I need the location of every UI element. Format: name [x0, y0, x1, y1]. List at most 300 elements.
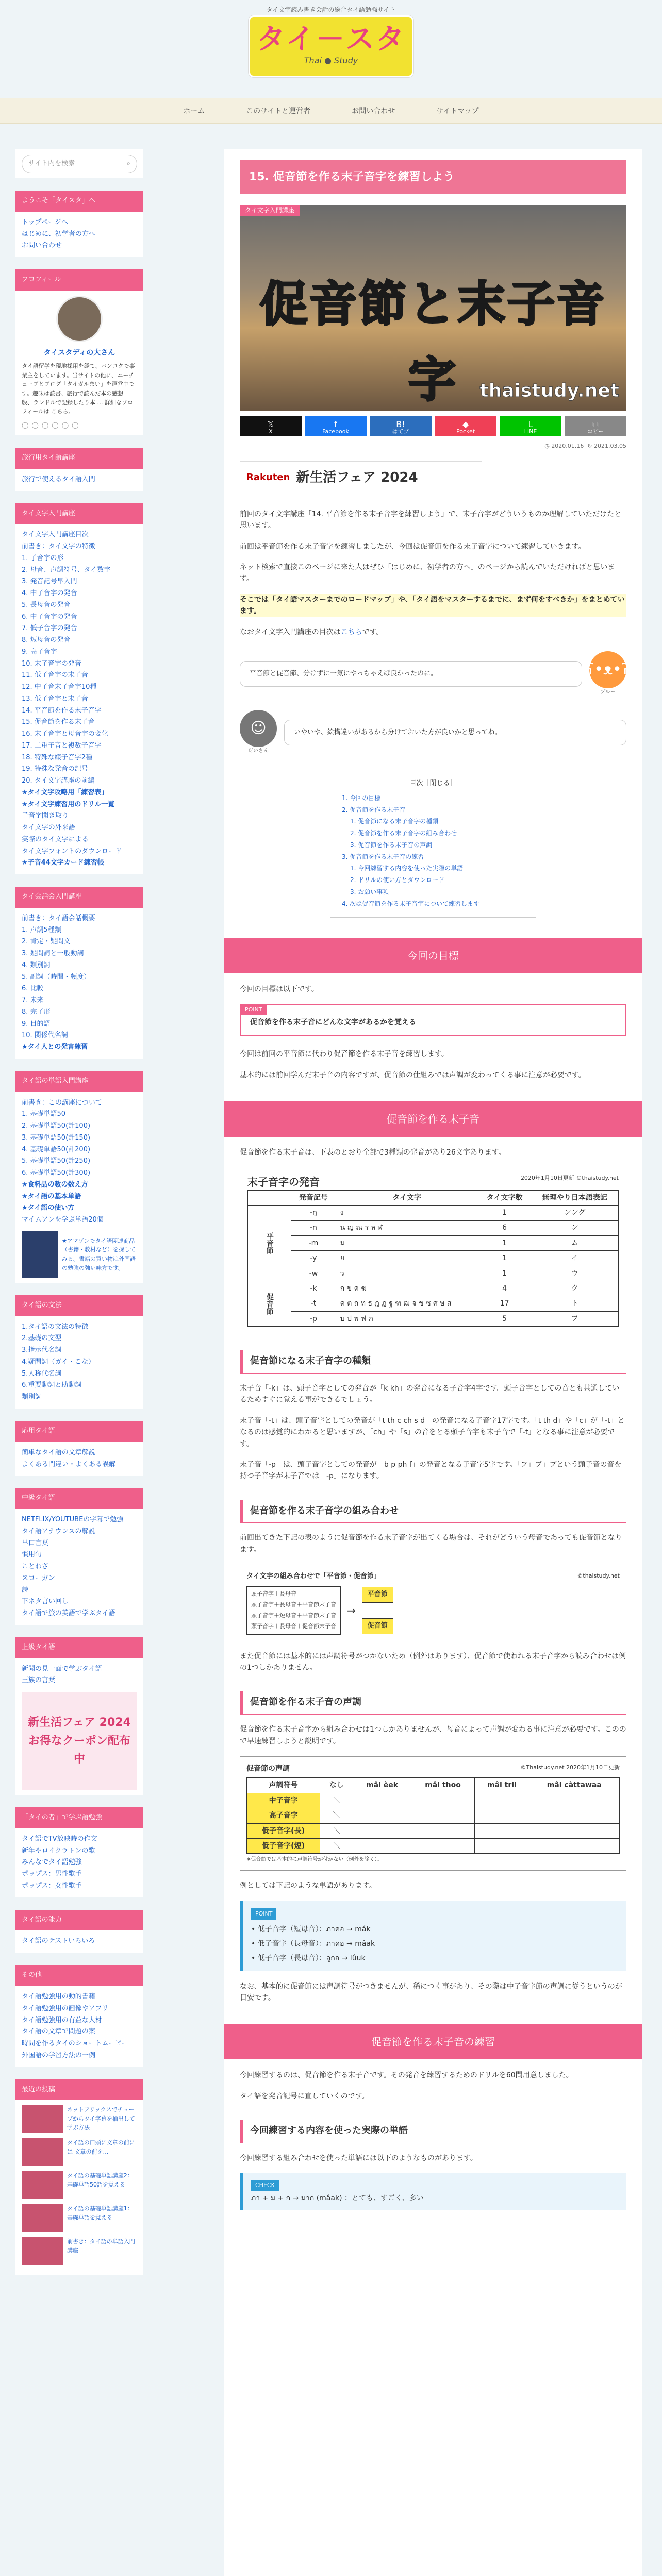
sidebar-link[interactable]: 早口言葉 [22, 1539, 49, 1547]
goal-point: 促音節を作る末子音にどんな文字があるかを覚える [250, 1018, 416, 1027]
consonant-table [247, 1190, 619, 1327]
category-label[interactable]: タイ文字入門講座 [240, 205, 300, 216]
mid-list [22, 1514, 137, 1620]
share-buttons [240, 416, 626, 436]
combo-right [362, 1587, 393, 1634]
applied-list [22, 1447, 137, 1471]
table-row [248, 1281, 619, 1296]
sidebar-link[interactable]: 4. 類別詞 [22, 961, 51, 969]
sidebar-link[interactable]: タイ語の文章で問題の案 [22, 2028, 95, 2036]
sidebar-link[interactable]: 時間を作るタイのショートムービー [22, 2040, 128, 2047]
tone-header-cell: mâi càttawaa [529, 1778, 619, 1793]
intro-5-text: なおタイ文字入門講座の目次は [240, 628, 341, 636]
table-cell: 1 [478, 1251, 531, 1266]
post-thumbnail [22, 2237, 63, 2265]
test-heading: タイ語の能力 [15, 1910, 143, 1931]
mid-heading: 中級タイ語 [15, 1488, 143, 1509]
profile-name[interactable]: タイスタディの大さん [43, 348, 115, 357]
toc-item[interactable]: 1. 今回の目標 [342, 794, 381, 802]
conv-list [22, 913, 137, 1054]
nav-contact[interactable]: お問い合わせ [352, 107, 395, 115]
sidebar-link[interactable]: よくある間違い・よくある誤解 [22, 1460, 116, 1468]
sidebar-link[interactable]: タイ語でTV放映時の作文 [22, 1835, 97, 1843]
arrow-icon: → [347, 1604, 356, 1617]
welcome-widget [15, 191, 143, 257]
sidebar-link[interactable]: 8. 完了形 [22, 1008, 51, 1016]
sidebar-link[interactable]: 7. 未来 [22, 996, 44, 1005]
test-widget [15, 1910, 143, 1953]
combo-stop: 促音節 [362, 1618, 393, 1634]
table-row [248, 1221, 619, 1235]
sidebar-link[interactable]: みんなでタイ語勉強 [22, 1858, 82, 1867]
clock-icon: ◷ [544, 443, 552, 450]
table-header-cell: 無理やり日本語表記 [531, 1190, 619, 1205]
search-placeholder: サイト内を検索 [28, 159, 75, 167]
table1-title: 末子音字の発音 [247, 1175, 320, 1188]
sub3-p2: なお、基本的に促音節には声調符号がつきませんが、稀につく事があり、その際は中子音字節の声調に従うというのが目安です。 [240, 1982, 622, 2003]
sidebar-link[interactable]: 2. 基礎単語50(計100) [22, 1122, 91, 1130]
sidebar-link[interactable]: 1. 基礎単語50 [22, 1110, 66, 1118]
sidebar-link[interactable]: ★子音44文字カード練習帳 [22, 859, 104, 867]
grammar-heading: タイ語の文法 [15, 1295, 143, 1316]
sec3-text: 今回練習するのは、促音節を作る末子音です。その発音を練習するためのドリルを60問用意しました。 [240, 2071, 573, 2080]
site-logo[interactable] [249, 15, 413, 77]
sub1-p3: 末子音「-p」は、頭子音字としての発音が「b p ph f」の発音となる子音字5字です。「フ」プ」ブという頭子音の音を持つ子音字が末子音では「-p」になります。 [240, 1460, 622, 1481]
table-cell: -w [291, 1266, 336, 1281]
sidebar-link[interactable]: タイ語勉強用の動的書籍 [22, 1993, 95, 2001]
tone-row [247, 1823, 620, 1838]
applied-heading: 応用タイ語 [15, 1421, 143, 1442]
sidebar-link[interactable]: 4. 中子音字の発音 [22, 589, 77, 598]
sidebar-link[interactable]: タイ語勉強用の有益な人材 [22, 2016, 102, 2024]
bubble-text: いやいや、絵構違いがあるから分けておいた方が良いかと思ってね。 [284, 720, 626, 746]
bubble-text: 平音節と促音節、分けずに一気にやっちゃえば良かったのに。 [240, 661, 582, 687]
toc-item[interactable]: 1. 促音節になる末子音字の種類 [350, 818, 439, 825]
refresh-icon: ↻ [587, 443, 594, 450]
table-row [248, 1251, 619, 1266]
sidebar-link[interactable]: ★タイ文字練習用のドリル一覧 [22, 800, 115, 808]
recent-list [22, 2105, 137, 2265]
table-cell: -t [291, 1296, 336, 1311]
sidebar-link[interactable]: ★タイ語の使い方 [22, 1204, 75, 1212]
sidebar-link[interactable]: ★タイ文字攻略用「練習表」 [22, 788, 108, 796]
tone-cell [475, 1838, 529, 1853]
toc-title[interactable]: 目次［閉じる］ [409, 779, 457, 787]
profile-heading: プロフィール [15, 269, 143, 291]
sidebar-link[interactable]: 下ネタ言い回し [22, 1598, 69, 1606]
read-widget [15, 503, 143, 875]
tone-cell [411, 1808, 474, 1823]
share-はてブ-button[interactable]: B! はてブ [370, 416, 432, 436]
sidebar-link[interactable]: 王族の言葉 [22, 1676, 56, 1685]
post-dates [240, 442, 626, 451]
sub2-text: 前回出てきた下記の表のように促音節を作る末子音字が出てくる場合は、それがどういう母音であっても促音節となります。 [240, 1534, 622, 1554]
adv-list [22, 1664, 137, 1687]
fair-text: 新生活フェア 2024 お得なクーポン配布中 [28, 1716, 131, 1766]
sidebar-link[interactable]: 6. 中子音字の発音 [22, 613, 77, 621]
tone-table-image [240, 1756, 626, 1871]
ad-brand: Rakuten [246, 472, 290, 483]
blue-name: ブルー [600, 689, 616, 695]
sidebar-link[interactable]: 新聞の見一面で学ぶタイ語 [22, 1665, 102, 1673]
sidebar-link[interactable]: 6. 基礎単語50(計300) [22, 1169, 91, 1177]
search-icon[interactable]: ⌕ [126, 159, 130, 167]
sidebar-link[interactable]: 3.指示代名詞 [22, 1346, 62, 1354]
article-title: 15. 促音節を作る末子音字を練習しよう [240, 160, 626, 194]
tone-header-cell: なし [320, 1778, 353, 1793]
sidebar-link[interactable]: 類別詞 [22, 1393, 42, 1401]
sidebar-link[interactable]: 18. 特殊な綴子音字2種 [22, 753, 93, 761]
table-header-cell: 発音記号 [291, 1190, 336, 1205]
table-cell: -p [291, 1311, 336, 1326]
heading-sub3: 促音節を作る末子音の声調 [240, 1691, 626, 1715]
article [224, 149, 642, 2576]
table-cell: -n [291, 1221, 336, 1235]
sidebar-link[interactable]: 実際のタイ文字による [22, 835, 89, 843]
sidebar-link[interactable]: トップページへ [22, 218, 68, 226]
toc-item[interactable]: 2. ドリルの使い方とダウンロード [350, 876, 445, 884]
sidebar-link[interactable]: 5. 基礎単語50(計250) [22, 1157, 91, 1165]
sidebar-link[interactable]: 14. 平音節を作る末子音字 [22, 706, 102, 715]
read-list [22, 529, 137, 869]
sidebar-link[interactable]: 19. 特殊な発音の記号 [22, 765, 88, 773]
bear-avatar: ʕ•ᴥ•ʔ [589, 651, 626, 688]
combination-image [240, 1565, 626, 1641]
rakuten-ad[interactable] [240, 461, 482, 495]
combo-flat: 平音節 [362, 1587, 393, 1603]
sidebar-link[interactable]: 3. 基礎単語50(計150) [22, 1133, 91, 1142]
tone-table [246, 1777, 620, 1854]
sidebar-link[interactable]: 5. 副詞（時間・頻度） [22, 973, 91, 981]
intro-2: 前回は平音節を作る末子音字を練習しましたが、今回は促音節を作る末子音字について練習していきます。 [240, 542, 586, 551]
heading-sec3: 促音節を作る末子音の練習 [224, 2024, 642, 2059]
sidebar-link[interactable]: 10. 末子音字の発音 [22, 659, 81, 668]
applied-widget [15, 1421, 143, 1476]
sidebar-link[interactable]: 9. 目的語 [22, 1020, 51, 1028]
share-line-button[interactable]: L LINE [500, 416, 561, 436]
nav-home[interactable]: ホーム [183, 107, 205, 115]
share-コピー-button[interactable]: ⧉ コピー [565, 416, 626, 436]
adv-heading: 上級タイ語 [15, 1637, 143, 1658]
table-row [248, 1206, 619, 1221]
tone-cell [529, 1823, 619, 1838]
other-heading: その他 [15, 1965, 143, 1986]
intro-4: そこでは「タイ語マスターまでのロードマップ」や、「タイ語をマスターするまでに、まず何をすべきか」をまとめています。 [240, 594, 626, 617]
recent-post[interactable] [22, 2204, 137, 2232]
sidebar-link[interactable]: 6. 比較 [22, 985, 44, 993]
sidebar-link[interactable]: 4.疑問詞（ガイ・こな） [22, 1358, 95, 1366]
nav-sitemap[interactable]: サイトマップ [436, 107, 479, 115]
tone-header-cell: mâi èek [353, 1778, 411, 1793]
sidebar-link[interactable]: 簡単なタイ語の文章解説 [22, 1448, 95, 1456]
table-cell: ンング [531, 1206, 619, 1221]
check-label: CHECK [251, 2180, 279, 2191]
toc-link[interactable]: こちら [340, 628, 362, 636]
example-box [240, 1901, 626, 1971]
combo-left [246, 1586, 341, 1635]
welcome-list [22, 217, 137, 252]
table-cell: 6 [478, 1221, 531, 1235]
post-thumbnail [22, 2138, 63, 2166]
example-item: • 低子音字（長母音）：ลูกอ → lûuk [251, 1954, 366, 1962]
nav-about[interactable]: このサイトと運営者 [246, 107, 311, 115]
tone-cell: ＼ [320, 1808, 353, 1823]
ex-text: 例としては下記のような単語があります。 [240, 1882, 376, 1890]
example-list [251, 1922, 618, 1965]
combo-item: 頭子音字＋長母音 [251, 1590, 296, 1598]
sidebar-link[interactable]: 2. 母音、声調符号、タイ数字 [22, 566, 111, 574]
sidebar-link[interactable]: 旅行で使えるタイ語入門 [22, 475, 95, 483]
tone-row-label: 高子音字 [247, 1808, 320, 1823]
eyecatch-wrap [240, 205, 626, 411]
table-cell: ウ [531, 1266, 619, 1281]
sidebar-link[interactable]: 5. 長母音の発音 [22, 601, 71, 609]
group-cell: 促音節 [248, 1281, 291, 1326]
mid-widget [15, 1488, 143, 1625]
share-x-button[interactable]: 𝕏 X [240, 416, 302, 436]
sub3-text: 促音節を作る末子音字から組み合わせは1つしかありませんが、母音によって声調が変わる事に注意が必要です。このので早速練習しようと説明です。 [240, 1725, 626, 1745]
table-cell: ม [336, 1235, 478, 1250]
sidebar-link[interactable]: タイ語アナウンスの解説 [22, 1527, 95, 1535]
amazon-banner[interactable] [22, 1231, 137, 1278]
eyecatch-image [240, 205, 626, 411]
table-cell: 5 [478, 1311, 531, 1326]
intro-5 [240, 626, 626, 638]
group-cell: 平音節 [248, 1206, 291, 1281]
recent-post[interactable] [22, 2171, 137, 2199]
sidebar-link[interactable]: タイ語で旅の英語で学ぶタイ語 [22, 1609, 115, 1618]
sidebar-link[interactable]: 9. 高子音字 [22, 648, 57, 656]
sidebar-link[interactable]: タイ語のテストいろいろ [22, 1937, 95, 1945]
profile-social-icons[interactable]: ◯◯◯◯◯◯ [22, 421, 82, 429]
amazon-note: ★アマゾンでタイ語関連商品（書籍・教材など）を探してみる。書籍の買い物は外国語の勉強の強い味方です。 [62, 1237, 136, 1272]
tone-cell [475, 1808, 529, 1823]
table-row [248, 1235, 619, 1250]
sidebar-link[interactable]: 子音字聞き取り [22, 812, 69, 820]
recent-post[interactable] [22, 2237, 137, 2265]
sidebar-link[interactable]: 慣用句 [22, 1551, 42, 1559]
table-cell: ン [531, 1221, 619, 1235]
sidebar-link[interactable]: マイムアンを学ぶ単語20個 [22, 1216, 104, 1224]
read-heading: タイ文字入門講座 [15, 503, 143, 524]
tone-cell [529, 1808, 619, 1823]
combo-site: ©thaistudy.net [577, 1572, 620, 1580]
post-title: ネットフリックスでチューブからタイ字幕を抽出して学ぶ方法 [67, 2106, 135, 2131]
table-cell: -m [291, 1235, 336, 1250]
conv-widget [15, 887, 143, 1059]
fair-banner[interactable] [22, 1692, 137, 1790]
blue-avatar-wrap [586, 651, 630, 697]
tone-cell [353, 1838, 411, 1853]
table-cell: -k [291, 1281, 336, 1296]
heading-sub4: 今回練習する内容を使った実際の単語 [240, 2120, 626, 2143]
sidebar-link[interactable]: 新年やロイクラトンの歌 [22, 1846, 95, 1855]
toc-item[interactable]: 3. お願い事項 [350, 888, 389, 896]
example-label: POINT [251, 1908, 276, 1920]
tone-header [246, 1763, 620, 1774]
sidebar-link[interactable]: 12. 中子音末子音字10種 [22, 683, 97, 691]
heading-sec2: 促音節を作る末子音 [224, 1101, 642, 1137]
eyecatch-text: 促音節と末子音字 [259, 277, 606, 408]
sidebar-link[interactable]: スローガン [22, 1574, 55, 1582]
sidebar-link[interactable]: 16. 末子音字と母音字の変化 [22, 730, 108, 738]
sidebar-link[interactable]: 前書き：タイ語会話概要 [22, 914, 95, 922]
example-item: • 低子音字（短母音）：ภาคอ → mák [251, 1925, 371, 1934]
sidebar-link[interactable]: 前書き：タイ文字の特徴 [22, 543, 95, 551]
table-cell: ト [531, 1296, 619, 1311]
intro-1: 前回のタイ文字講座「14. 平音節を作る末子音字を練習しよう」で、末子音字がどういうものか理解していただけたと思います。 [240, 510, 622, 530]
table-row [248, 1266, 619, 1281]
sidebar-link[interactable]: 前書き：この講座について [22, 1098, 102, 1107]
sidebar-link[interactable]: 11. 低子音字の末子音 [22, 671, 88, 680]
share-pocket-button[interactable]: ◆ Pocket [435, 416, 496, 436]
sidebar-link[interactable]: 1.タイ語の文法の特徴 [22, 1323, 89, 1331]
sidebar-link[interactable]: ことわざ [22, 1563, 49, 1571]
sidebar-link[interactable]: 6.重要動詞と助動詞 [22, 1381, 82, 1389]
sidebar-link[interactable]: ★食料品の数の数え方 [22, 1180, 88, 1189]
table-of-contents [330, 771, 536, 918]
combo-item: 頭子音字＋長母音＋平音節末子音 [251, 1601, 336, 1608]
site-tagline: タイ文字読み書き会話の総合タイ語勉強サイト [266, 6, 396, 13]
tone-title: 促音節の声調 [246, 1764, 290, 1773]
tone-cell: ＼ [320, 1823, 353, 1838]
goal-p2: 基本的には前回学んだ末子音の内容ですが、促音節の仕組みでは声調が変わってくる事に注意が必要です。 [240, 1071, 586, 1079]
tone-row-label: 低子音字(長) [247, 1823, 320, 1838]
post-title: 前書き：タイ語の単語入門講座 [67, 2238, 135, 2254]
sec2-text: 促音節を作る末子音は、下表のとおり全部で3種類の発音があり26文字あります。 [240, 1148, 506, 1157]
logo-title: タイ－スタ [256, 23, 406, 57]
word-heading: タイ語の単語入門講座 [15, 1071, 143, 1092]
recent-post[interactable] [22, 2138, 137, 2166]
sidebar [15, 149, 143, 2287]
toc-item[interactable]: 2. 促音節を作る末子音 [342, 806, 406, 814]
sidebar-link[interactable]: 3. 疑問詞と一般動詞 [22, 950, 84, 958]
toc-item[interactable]: 3. 促音節を作る末子音の練習 [342, 853, 424, 860]
tone-cell [475, 1793, 529, 1808]
toc-item[interactable]: 4. 次は促音節を作る末子音字について練習します [342, 900, 480, 907]
profile-widget [15, 269, 143, 435]
recent-post[interactable] [22, 2105, 137, 2133]
heading-sub1: 促音節になる末子音字の種類 [240, 1350, 626, 1374]
global-nav [0, 98, 662, 124]
grammar-widget [15, 1295, 143, 1409]
heading-goal: 今回の目標 [224, 938, 642, 973]
post-thumbnail [22, 2204, 63, 2232]
dai-avatar-wrap [240, 710, 277, 755]
sidebar-link[interactable]: ポップス：女性歌手 [22, 1882, 82, 1890]
sidebar-link[interactable]: 外国語の学習方法の一例 [22, 2051, 96, 2059]
book-image [22, 1231, 58, 1278]
table-cell: ム [531, 1235, 619, 1250]
table-cell: น ญ ณ ร ล ฬ [336, 1221, 478, 1235]
tone-header-cell: mâi thoo [411, 1778, 474, 1793]
sidebar-link[interactable]: ポップス：男性歌手 [22, 1870, 82, 1878]
sidebar-link[interactable]: 1. 声調5種類 [22, 926, 61, 934]
recent-heading: 最近の投稿 [15, 2079, 143, 2100]
sidebar-link[interactable]: タイ文字入門講座目次 [22, 531, 89, 539]
sidebar-link[interactable]: 詩 [22, 1586, 29, 1594]
share-facebook-button[interactable]: f Facebook [305, 416, 367, 436]
combo-title: タイ文字の組み合わせで「平音節・促音節」 [246, 1572, 380, 1581]
tone-header-cell: mâi trii [475, 1778, 529, 1793]
toc-item[interactable]: 3. 促音節を作る末子音の声調 [350, 841, 433, 849]
other-widget [15, 1965, 143, 2066]
sidebar-link[interactable]: 2.基礎の文型 [22, 1334, 62, 1343]
table-cell: บ ป พ ฟ ภ [336, 1311, 478, 1326]
tone-row [247, 1793, 620, 1808]
tone-header-cell: 声調符号 [247, 1778, 320, 1793]
sidebar-link[interactable]: NETFLIX/YOUTUBEの字幕で勉強 [22, 1516, 124, 1524]
sidebar-link[interactable]: 2. 肯定・疑問文 [22, 938, 71, 946]
goal-p1: 今回は前回の平音節に代わり促音節を作る末子音を練習します。 [240, 1050, 449, 1059]
sidebar-link[interactable]: 3. 発音記号早入門 [22, 578, 77, 586]
post-title: タイ語の口頭に文章の前には 文章の前を… [67, 2139, 135, 2155]
tone-cell [353, 1793, 411, 1808]
sidebar-link[interactable]: ★タイ人との発言練習 [22, 1043, 88, 1052]
sidebar-link[interactable]: お問い合わせ [22, 242, 62, 250]
sidebar-link[interactable]: 15. 促音節を作る末子音 [22, 718, 95, 726]
toc-item[interactable]: 2. 促音節を作る末子音字の組み合わせ [350, 829, 457, 837]
combo-item: 頭子音字＋長母音＋促音節末子音 [251, 1622, 336, 1630]
sub1-p2: 末子音「-t」は、頭子音字としての発音が「t th c ch s d」の発音になる子音字17字です。「t th d」や「c」が「-t」となるのは感覚的にわかると思いますが、「ch」や「s」の音をとる頭子音字も末子音で「-t」となる事に注意が必要です。 [240, 1416, 625, 1448]
table-row [248, 1296, 619, 1311]
tone-header-row [247, 1778, 620, 1793]
sidebar-link[interactable]: タイ語勉強用の画像やアプリ [22, 2004, 109, 2012]
test-list [22, 1936, 137, 1947]
table-cell: 1 [478, 1266, 531, 1281]
sidebar-link[interactable]: 5.人称代名詞 [22, 1369, 62, 1378]
table-row [248, 1311, 619, 1326]
sidebar-link[interactable]: 10. 関係代名詞 [22, 1031, 68, 1040]
tone-cell [353, 1808, 411, 1823]
tone-cell [475, 1823, 529, 1838]
eyecatch-watermark: thaistudy.net [479, 380, 619, 401]
sidebar-link[interactable]: ★タイ語の基本単語 [22, 1192, 81, 1200]
date-posted: 2020.01.16 [551, 443, 584, 450]
point-label: POINT [240, 1004, 267, 1015]
sidebar-link[interactable]: 13. 低子音字と末子音 [22, 694, 88, 703]
speech-bubble-dai [240, 710, 626, 755]
recent-widget [15, 2079, 143, 2276]
sidebar-link[interactable]: 8. 短母音の発音 [22, 636, 71, 645]
word-list [22, 1097, 137, 1226]
table-cell: ง [336, 1206, 478, 1221]
sidebar-link[interactable]: 7. 低子音字の発音 [22, 624, 77, 633]
sidebar-link[interactable]: 4. 基礎単語50(計200) [22, 1145, 91, 1154]
post-title: タイ語の基礎単語講座1：基礎単語を覚える [67, 2205, 133, 2221]
sidebar-link[interactable]: はじめに、初学者の方へ [22, 230, 96, 238]
sidebar-link[interactable]: 1. 子音字の形 [22, 554, 64, 562]
table1-header [247, 1174, 619, 1190]
search-input[interactable] [22, 155, 137, 173]
table-header-cell: タイ文字数 [478, 1190, 531, 1205]
tone-row [247, 1838, 620, 1853]
sidebar-link[interactable]: タイ文字フォントのダウンロード [22, 847, 122, 855]
sidebar-link[interactable]: 17. 二重子音と複数子音字 [22, 741, 102, 750]
sidebar-link[interactable]: タイ文字の外来語 [22, 824, 75, 832]
check-item: ภา + ม + ก → มาก (mâak) ：とても、すごく、多い [251, 2194, 424, 2203]
person-avatar: ☺ [240, 710, 277, 747]
post-thumbnail [22, 2105, 63, 2133]
table1-sub: 2020年1月10日更新 ©thaistudy.net [520, 1174, 619, 1181]
toc-item[interactable]: 1. 今回練習する内容を使った実際の単語 [350, 865, 464, 872]
sub1-p1: 末子音「-k」は、頭子音字としての発音が「k kh」の発音になる子音字4字です。頭子音字としての音とも共通しているためすぐに覚える事ができるでしょう。 [240, 1384, 620, 1404]
conv-heading: タイ会話会入門講座 [15, 887, 143, 908]
shop-heading: 「タイの者」で学ぶ語勉強 [15, 1807, 143, 1828]
tone-cell [529, 1838, 619, 1853]
goal-point-box [240, 1004, 626, 1036]
sidebar-link[interactable]: 20. タイ文字講座の前編 [22, 777, 95, 785]
